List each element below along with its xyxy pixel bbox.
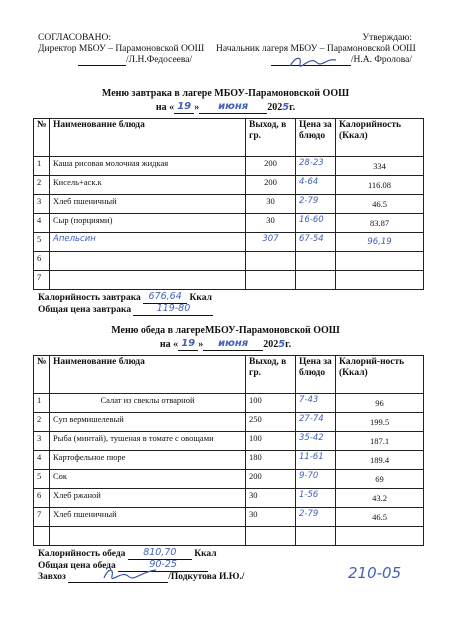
col-dish: Наименование блюда bbox=[50, 356, 246, 394]
breakfast-calories-value: 676,64 bbox=[143, 291, 187, 304]
table-row: 5 Апельсин 307 67-54 96,19 bbox=[34, 233, 424, 252]
approval-right-position: Начальник лагеря МБОУ – Парамоновской ООШ bbox=[216, 44, 416, 54]
breakfast-day: 19 bbox=[174, 101, 194, 114]
breakfast-title: Меню завтрака в лагере МБОУ-Парамоновской ООШ bbox=[101, 88, 350, 99]
table-row: 3 Хлеб пшеничный 30 2-79 46.5 bbox=[34, 195, 424, 214]
table-row: 7 Хлеб пшеничный 30 2-79 46.5 bbox=[34, 508, 424, 527]
approval-left-signatory: /Л.Н.Федосеева/ bbox=[38, 55, 204, 66]
table-row: 6 bbox=[34, 252, 424, 271]
table-row: 2 Кисель+аск.к 200 4-64 116.08 bbox=[34, 176, 424, 195]
table-row: 3 Рыба (минтай), тушеная в томате с овощами 100 35-42 187.1 bbox=[34, 432, 424, 451]
table-row: 4 Картофельное пюре 180 11-61 189.4 bbox=[34, 451, 424, 470]
col-calories: Калорий-ность (Ккал) bbox=[336, 356, 424, 394]
table-row: 4 Сыр (порциями) 30 16-60 83.87 bbox=[34, 214, 424, 233]
lunch-calories-value: 810,70 bbox=[128, 547, 192, 560]
lunch-table bbox=[33, 355, 424, 546]
table-row: 2 Суп вермишелевый 250 27-74 199.5 bbox=[34, 413, 424, 432]
lunch-title: Меню обеда в лагереМБОУ-Парамоновской ООШ bbox=[111, 325, 340, 336]
breakfast-price-line: Общая цена завтрака 119-80 bbox=[38, 303, 213, 316]
approval-right-signatory: /Н.А. Фролова/ bbox=[216, 55, 412, 66]
breakfast-price-value: 119-80 bbox=[133, 303, 213, 316]
lunch-date: на « 19 » июня 2025г. bbox=[159, 338, 292, 350]
signature-right bbox=[286, 52, 340, 72]
col-calories: Калорийность (Ккал) bbox=[336, 119, 424, 157]
lunch-header-row bbox=[34, 356, 424, 394]
manager-line: Завхоз /Подкутова И.Ю./ bbox=[38, 572, 245, 582]
table-row: 7 bbox=[34, 271, 424, 290]
lunch-price-line: Общая цена обеда 90-25 bbox=[38, 559, 208, 572]
lunch-month: июня bbox=[203, 338, 263, 351]
signature-manager bbox=[100, 564, 160, 584]
col-number: № bbox=[34, 356, 50, 394]
approval-left-heading: СОГЛАСОВАНО: bbox=[38, 33, 111, 43]
table-row: 6 Хлеб ржаной 30 1-56 43.2 bbox=[34, 489, 424, 508]
breakfast-date: на « 19 » июня 2025г. bbox=[155, 101, 296, 113]
col-output: Выход, в гр. bbox=[246, 356, 296, 394]
col-number: № bbox=[34, 119, 50, 157]
lunch-day: 19 bbox=[178, 338, 198, 351]
col-price: Цена за блюдо bbox=[296, 119, 336, 157]
breakfast-calories-line: Калорийность завтрака 676,64 Ккал bbox=[38, 291, 212, 303]
breakfast-header-row bbox=[34, 119, 424, 157]
col-dish: Наименование блюда bbox=[50, 119, 246, 157]
breakfast-year-digit: 5 bbox=[282, 102, 290, 113]
corner-note: 210-05 bbox=[348, 564, 402, 582]
approval-left bbox=[38, 33, 204, 66]
breakfast-table bbox=[33, 118, 424, 290]
lunch-year-digit: 5 bbox=[278, 339, 286, 350]
col-price: Цена за блюдо bbox=[296, 356, 336, 394]
lunch-price-value: 90-25 bbox=[118, 559, 208, 572]
lunch-calories-line: Калорийность обеда 810,70 Ккал bbox=[38, 547, 217, 559]
table-row: 1 Каша рисовая молочная жидкая 200 28-23 334 bbox=[34, 157, 424, 176]
breakfast-month: июня bbox=[199, 101, 267, 114]
table-row-empty bbox=[34, 527, 424, 546]
approval-right-heading: Утверждаю: bbox=[362, 33, 412, 43]
approval-left-position: Директор МБОУ – Парамоновской ООШ bbox=[38, 44, 205, 54]
col-output: Выход, в гр. bbox=[246, 119, 296, 157]
table-row: 5 Сок 200 9-70 69 bbox=[34, 470, 424, 489]
table-row: 1 Салат из свеклы отварной 100 7-43 96 bbox=[34, 394, 424, 413]
